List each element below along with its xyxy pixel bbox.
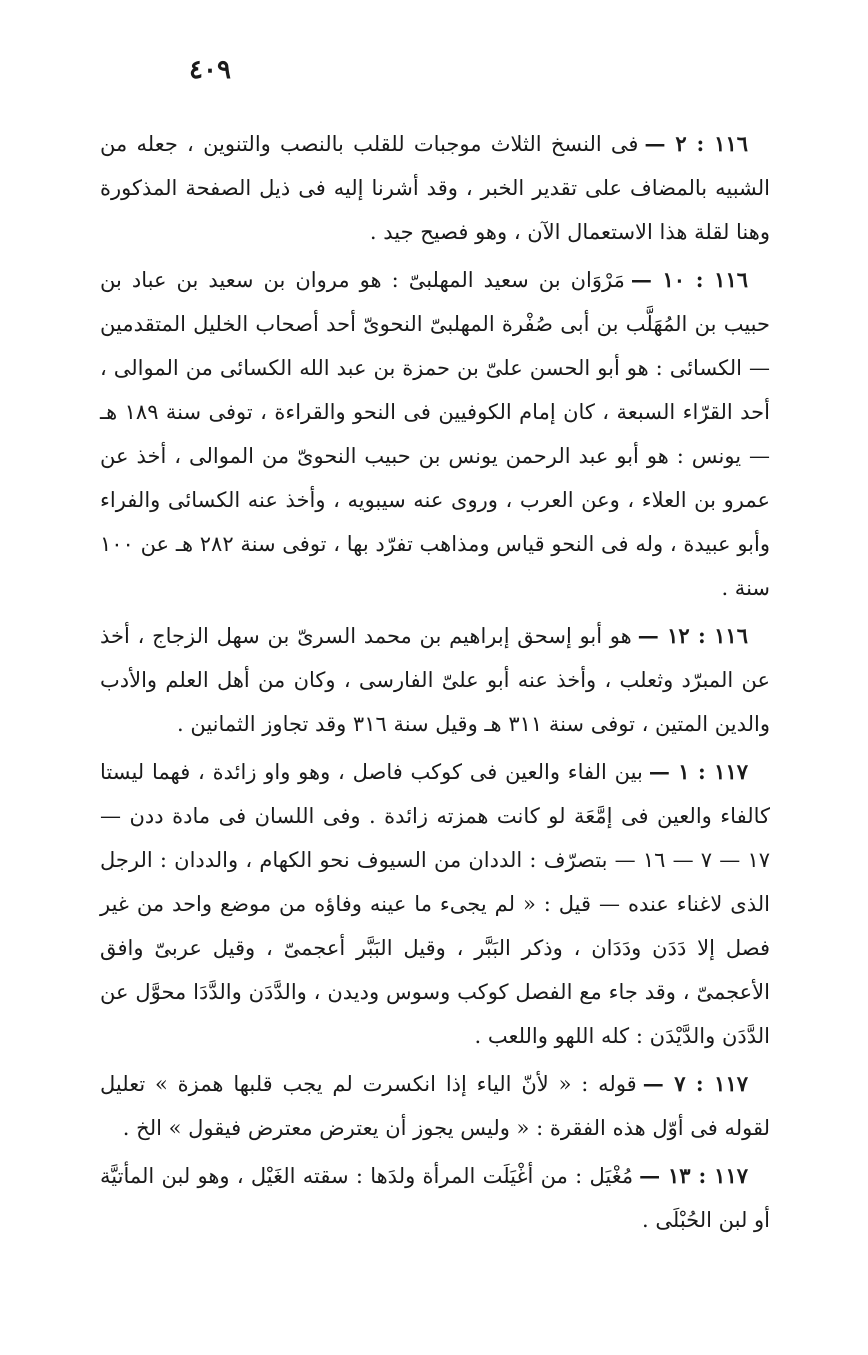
page-number: ٤٠٩ xyxy=(189,55,231,85)
note-reference: ١١٧ : ٧ — xyxy=(642,1071,749,1096)
note-reference: ١١٦ : ١٢ — xyxy=(637,623,748,648)
note xyxy=(100,750,770,1058)
note xyxy=(100,1062,770,1150)
note-text: مَرْوَان بن سعيد المهلبىّ : هو مروان بن سعيد بن عباد بن حبيب بن المُهَلَّب بن أبى صُفْرة المهلبىّ النحوىّ أحد أصحاب الخليل المتقدمين — الكسائى : هو أبو الحسن علىّ بن حمزة بن عبد الله الكسائى من الموالى ، أحد القرّاء السبعة ، كان إمام الكوفيين فى النحو والقراءة ، توفى سنة ١٨٩ هـ — يونس : هو أبو عبد الرحمن يونس بن حبيب النحوىّ من الموالى ، أخذ عن عمرو بن العلاء ، وعن العرب ، وروى عنه سيبويه ، وأخذ عنه الكسائى والفراء وأبو عبيدة ، وله فى النحو قياس ومذاهب تفرّد بها ، توفى سنة ٢٨٢ هـ عن ١٠٠ سنة . xyxy=(100,268,770,600)
note-reference: ١١٧ : ١ — xyxy=(648,759,749,784)
note xyxy=(100,1154,770,1242)
note-reference: ١١٧ : ١٣ — xyxy=(639,1163,749,1188)
notes-list xyxy=(100,122,770,1246)
note xyxy=(100,614,770,746)
note-text: مُغْيَل : من أغْيَلَت المرأة ولدَها : سقته الغَيْل ، وهو لبن المأتيَّة أو لبن الحُبْلَى . xyxy=(100,1164,770,1232)
note-reference: ١١٦ : ١٠ — xyxy=(630,267,749,292)
note-reference: ١١٦ : ٢ — xyxy=(644,131,749,156)
note-text: هو أبو إسحق إبراهيم بن محمد السرىّ بن سهل الزجاج ، أخذ عن المبرّد وثعلب ، وأخذ عنه أبو علىّ الفارسى ، وكان من أهل العلم والأدب والدين المتين ، توفى سنة ٣١١ هـ وقيل سنة ٣١٦ وقد تجاوز الثمانين . xyxy=(100,624,770,736)
note-text: قوله : « لأنّ الياء إذا انكسرت لم يجب قلبها همزة » تعليل لقوله فى أوّل هذه الفقرة : « وليس يجوز أن يعترض معترض فيقول » الخ . xyxy=(100,1072,770,1140)
note xyxy=(100,122,770,254)
note-text: فى النسخ الثلاث موجبات للقلب بالنصب والتنوين ، جعله من الشبيه بالمضاف على تقدير الخبر ، وقد أشرنا إليه فى ذيل الصفحة المذكورة وهنا لقلة هذا الاستعمال الآن ، وهو فصيح جيد . xyxy=(100,132,770,244)
note xyxy=(100,258,770,610)
note-text: بين الفاء والعين فى كوكب فاصل ، وهو واو زائدة ، فهما ليستا كالفاء والعين فى إمَّعَة لو كانت همزته زائدة . وفى اللسان فى مادة ددن — ١٧ — ٧ — ١٦ — بتصرّف : الددان من السيوف نحو الكهام ، والددان : الرجل الذى لاغناء عنده — قيل : « لم يجىء ما عينه وفاؤه من موضع واحد من غير فصل إلا دَدَن ودَدَان ، وذكر البَبَّر ، وقيل البَبَّر أعجمىّ ، وقيل عربىّ وافق الأعجمىّ ، وقد جاء مع الفصل كوكب وسوس وديدن ، والدَّدَن والدَّدَا محوَّل عن الدَّدَن والدَّيْدَن : كله اللهو واللعب . xyxy=(100,760,771,1048)
